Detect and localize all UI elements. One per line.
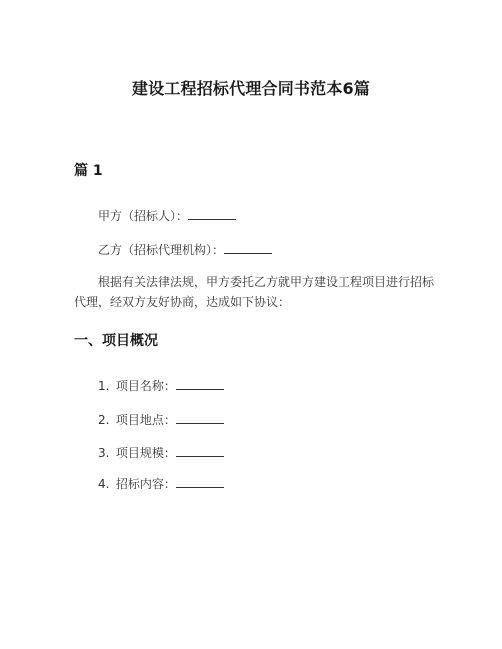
item-label: 招标内容： xyxy=(115,477,176,491)
party-a-label: 甲方（招标人）： xyxy=(98,209,189,223)
item-blank xyxy=(176,378,224,390)
list-item xyxy=(98,475,224,492)
item-number: 1. xyxy=(98,379,110,393)
item-label: 项目规模： xyxy=(115,446,176,460)
intro-paragraph: 根据有关法律法规，甲方委托乙方就甲方建设工程项目进行招标代理，经双方友好协商，达成如下协议： xyxy=(74,275,435,309)
party-a-blank xyxy=(188,208,236,220)
item-number: 4. xyxy=(98,477,110,491)
party-b-line xyxy=(74,240,434,260)
document-title: 建设工程招标代理合同书范本6篇 xyxy=(131,79,371,98)
section-label: 篇 1 xyxy=(74,163,103,179)
list-item xyxy=(98,444,224,461)
item-label: 项目地点： xyxy=(115,413,176,427)
item-number: 3. xyxy=(98,446,110,460)
list-item xyxy=(98,377,224,394)
chapter-heading: 一、项目概况 xyxy=(74,333,158,349)
list-item xyxy=(98,411,224,428)
item-blank xyxy=(176,445,224,457)
item-number: 2. xyxy=(98,413,110,427)
party-a-line xyxy=(74,206,434,226)
item-blank xyxy=(176,476,224,488)
party-b-label: 乙方（招标代理机构）： xyxy=(98,243,225,257)
party-b-blank xyxy=(224,242,272,254)
item-blank xyxy=(176,412,224,424)
item-label: 项目名称： xyxy=(115,379,176,393)
